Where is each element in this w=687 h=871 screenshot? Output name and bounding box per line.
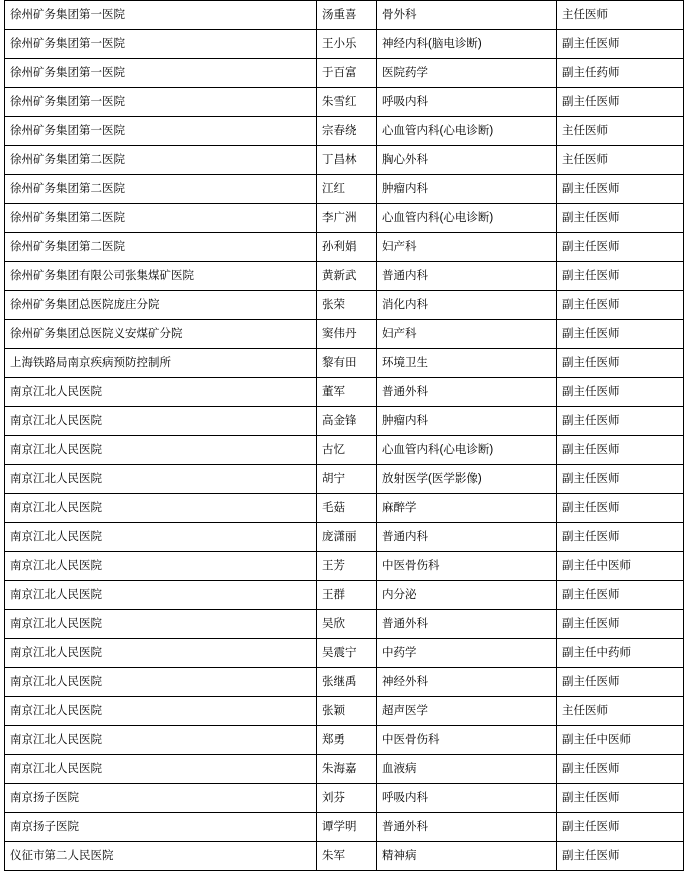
cell-name: 朱雪红 [317, 88, 377, 117]
cell-name: 黄新武 [317, 262, 377, 291]
cell-department: 心血管内科(心电诊断) [377, 117, 557, 146]
cell-name: 丁昌林 [317, 146, 377, 175]
cell-name: 朱军 [317, 842, 377, 871]
cell-name: 高金锋 [317, 407, 377, 436]
cell-title: 主任医师 [557, 146, 684, 175]
cell-name: 庞潇丽 [317, 523, 377, 552]
table-row [5, 30, 684, 59]
cell-title: 副主任医师 [557, 233, 684, 262]
cell-name: 毛菇 [317, 494, 377, 523]
cell-title: 副主任医师 [557, 175, 684, 204]
cell-title: 副主任医师 [557, 842, 684, 871]
cell-hospital: 南京扬子医院 [5, 784, 317, 813]
cell-title: 副主任医师 [557, 610, 684, 639]
cell-title: 副主任医师 [557, 204, 684, 233]
cell-name: 谭学明 [317, 813, 377, 842]
cell-title: 主任医师 [557, 117, 684, 146]
table-row [5, 233, 684, 262]
cell-title: 副主任中医师 [557, 726, 684, 755]
cell-hospital: 南京江北人民医院 [5, 581, 317, 610]
cell-title: 副主任医师 [557, 320, 684, 349]
cell-department: 呼吸内科 [377, 784, 557, 813]
cell-department: 消化内科 [377, 291, 557, 320]
cell-name: 董军 [317, 378, 377, 407]
cell-title: 副主任药师 [557, 59, 684, 88]
cell-name: 张颖 [317, 697, 377, 726]
cell-department: 放射医学(医学影像) [377, 465, 557, 494]
cell-hospital: 徐州矿务集团第二医院 [5, 146, 317, 175]
cell-hospital: 徐州矿务集团总医院义安煤矿分院 [5, 320, 317, 349]
cell-title: 副主任医师 [557, 668, 684, 697]
cell-name: 王芳 [317, 552, 377, 581]
table-row [5, 813, 684, 842]
cell-title: 主任医师 [557, 1, 684, 30]
table-row [5, 610, 684, 639]
table-row [5, 726, 684, 755]
cell-department: 普通外科 [377, 378, 557, 407]
cell-title: 副主任医师 [557, 262, 684, 291]
table-row [5, 494, 684, 523]
cell-hospital: 南京江北人民医院 [5, 494, 317, 523]
cell-hospital: 南京江北人民医院 [5, 726, 317, 755]
cell-name: 江红 [317, 175, 377, 204]
cell-name: 于百富 [317, 59, 377, 88]
cell-title: 副主任医师 [557, 349, 684, 378]
cell-name: 孙利娟 [317, 233, 377, 262]
cell-title: 副主任医师 [557, 813, 684, 842]
cell-hospital: 徐州矿务集团第一医院 [5, 117, 317, 146]
cell-title: 副主任医师 [557, 494, 684, 523]
table-row [5, 204, 684, 233]
cell-name: 李广洲 [317, 204, 377, 233]
cell-department: 呼吸内科 [377, 88, 557, 117]
cell-title: 副主任医师 [557, 523, 684, 552]
table-row [5, 668, 684, 697]
cell-hospital: 仪征市第二人民医院 [5, 842, 317, 871]
table-row [5, 88, 684, 117]
table-row [5, 842, 684, 871]
cell-department: 心血管内科(心电诊断) [377, 436, 557, 465]
cell-title: 副主任医师 [557, 291, 684, 320]
cell-department: 中医骨伤科 [377, 552, 557, 581]
cell-name: 刘芬 [317, 784, 377, 813]
roster-table [4, 0, 684, 871]
cell-department: 血液病 [377, 755, 557, 784]
table-row [5, 1, 684, 30]
table-row [5, 581, 684, 610]
cell-department: 精神病 [377, 842, 557, 871]
cell-hospital: 南京江北人民医院 [5, 668, 317, 697]
cell-name: 汤重喜 [317, 1, 377, 30]
table-row [5, 117, 684, 146]
cell-hospital: 徐州矿务集团第二医院 [5, 233, 317, 262]
table-row [5, 146, 684, 175]
cell-hospital: 徐州矿务集团第一医院 [5, 1, 317, 30]
table-row [5, 697, 684, 726]
table-row [5, 755, 684, 784]
table-row [5, 465, 684, 494]
cell-department: 中药学 [377, 639, 557, 668]
table-row [5, 349, 684, 378]
cell-hospital: 南京江北人民医院 [5, 639, 317, 668]
cell-department: 肿瘤内科 [377, 175, 557, 204]
cell-name: 王群 [317, 581, 377, 610]
cell-title: 副主任医师 [557, 436, 684, 465]
cell-department: 麻醉学 [377, 494, 557, 523]
cell-department: 普通内科 [377, 523, 557, 552]
cell-department: 妇产科 [377, 233, 557, 262]
table-row [5, 436, 684, 465]
cell-hospital: 南京江北人民医院 [5, 552, 317, 581]
cell-title: 主任医师 [557, 697, 684, 726]
cell-department: 胸心外科 [377, 146, 557, 175]
cell-name: 吴欣 [317, 610, 377, 639]
cell-name: 古忆 [317, 436, 377, 465]
cell-department: 普通外科 [377, 610, 557, 639]
cell-hospital: 南京江北人民医院 [5, 523, 317, 552]
cell-department: 普通内科 [377, 262, 557, 291]
table-row [5, 407, 684, 436]
cell-title: 副主任医师 [557, 581, 684, 610]
cell-hospital: 南京江北人民医院 [5, 436, 317, 465]
cell-title: 副主任医师 [557, 465, 684, 494]
cell-department: 超声医学 [377, 697, 557, 726]
cell-department: 骨外科 [377, 1, 557, 30]
cell-hospital: 徐州矿务集团有限公司张集煤矿医院 [5, 262, 317, 291]
cell-hospital: 徐州矿务集团第一医院 [5, 59, 317, 88]
cell-hospital: 南京江北人民医院 [5, 465, 317, 494]
cell-hospital: 南京江北人民医院 [5, 697, 317, 726]
table-row [5, 784, 684, 813]
cell-name: 宗春绕 [317, 117, 377, 146]
cell-hospital: 南京江北人民医院 [5, 378, 317, 407]
cell-title: 副主任医师 [557, 784, 684, 813]
table-row [5, 175, 684, 204]
cell-hospital: 徐州矿务集团总医院庞庄分院 [5, 291, 317, 320]
cell-department: 内分泌 [377, 581, 557, 610]
cell-hospital: 南京江北人民医院 [5, 407, 317, 436]
cell-hospital: 徐州矿务集团第二医院 [5, 175, 317, 204]
table-row [5, 59, 684, 88]
cell-hospital: 南京扬子医院 [5, 813, 317, 842]
cell-title: 副主任中药师 [557, 639, 684, 668]
cell-department: 心血管内科(心电诊断) [377, 204, 557, 233]
cell-name: 吴震宁 [317, 639, 377, 668]
cell-department: 妇产科 [377, 320, 557, 349]
cell-hospital: 南京江北人民医院 [5, 755, 317, 784]
cell-title: 副主任医师 [557, 755, 684, 784]
cell-title: 副主任医师 [557, 88, 684, 117]
cell-name: 黎有田 [317, 349, 377, 378]
table-row [5, 639, 684, 668]
table-row [5, 291, 684, 320]
cell-title: 副主任医师 [557, 407, 684, 436]
cell-department: 普通外科 [377, 813, 557, 842]
cell-department: 神经内科(脑电诊断) [377, 30, 557, 59]
cell-department: 环境卫生 [377, 349, 557, 378]
cell-hospital: 上海铁路局南京疾病预防控制所 [5, 349, 317, 378]
cell-hospital: 徐州矿务集团第一医院 [5, 88, 317, 117]
cell-title: 副主任中医师 [557, 552, 684, 581]
cell-name: 窦伟丹 [317, 320, 377, 349]
table-row [5, 378, 684, 407]
cell-title: 副主任医师 [557, 378, 684, 407]
cell-name: 胡宁 [317, 465, 377, 494]
cell-name: 张荣 [317, 291, 377, 320]
cell-department: 神经外科 [377, 668, 557, 697]
table-row [5, 320, 684, 349]
table-row [5, 552, 684, 581]
roster-table-body [5, 1, 684, 871]
cell-department: 中医骨伤科 [377, 726, 557, 755]
table-row [5, 523, 684, 552]
cell-name: 张继禹 [317, 668, 377, 697]
cell-name: 郑勇 [317, 726, 377, 755]
cell-hospital: 徐州矿务集团第一医院 [5, 30, 317, 59]
cell-title: 副主任医师 [557, 30, 684, 59]
cell-department: 医院药学 [377, 59, 557, 88]
table-row [5, 262, 684, 291]
cell-hospital: 徐州矿务集团第二医院 [5, 204, 317, 233]
cell-department: 肿瘤内科 [377, 407, 557, 436]
cell-hospital: 南京江北人民医院 [5, 610, 317, 639]
cell-name: 王小乐 [317, 30, 377, 59]
cell-name: 朱海嘉 [317, 755, 377, 784]
